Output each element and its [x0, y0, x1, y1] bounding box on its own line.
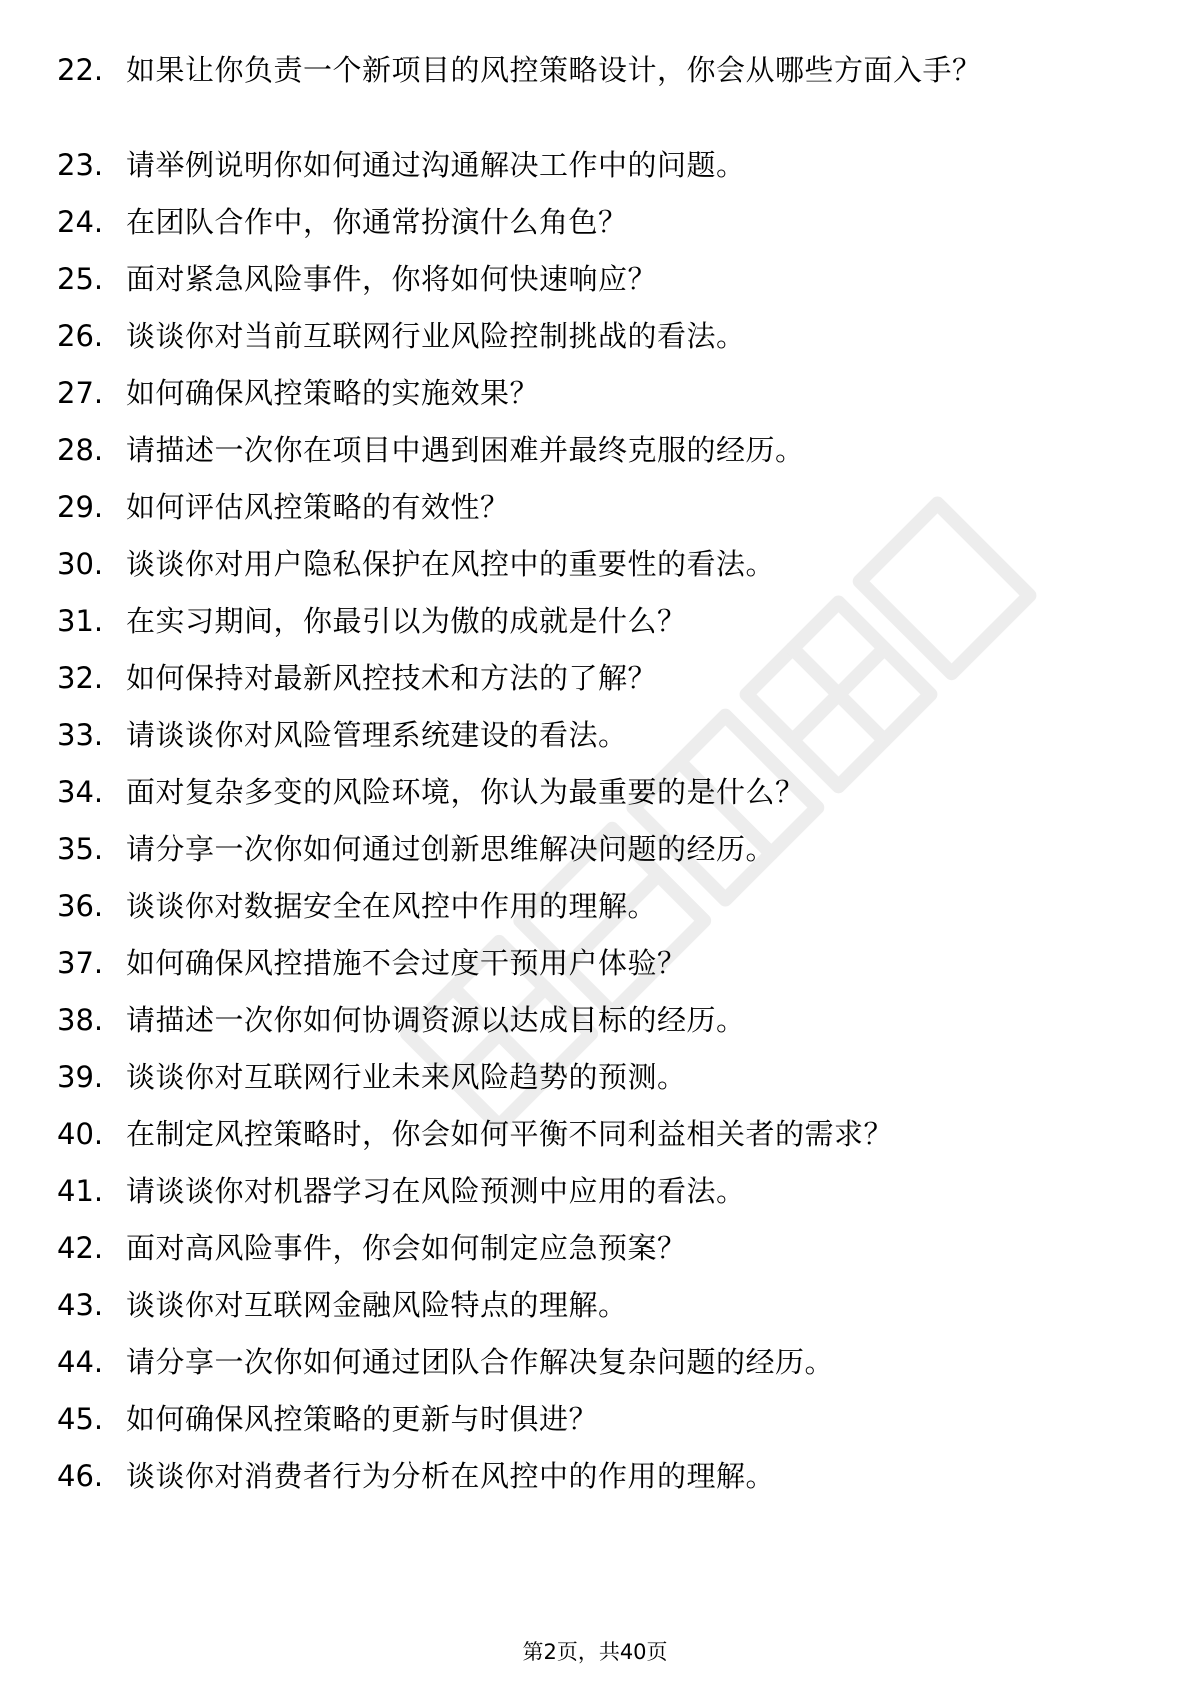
question-text: 面对复杂多变的风险环境，你认为最重要的是什么？ — [126, 775, 805, 809]
question-text: 如何确保风控措施不会过度干预用户体验？ — [126, 946, 687, 980]
question-number: 26. — [57, 319, 104, 353]
list-item — [0, 202, 1190, 262]
question-number: 40. — [57, 1117, 104, 1151]
question-number: 32. — [57, 661, 104, 695]
list-item — [0, 430, 1190, 490]
list-item — [0, 1000, 1190, 1060]
list-item — [0, 1171, 1190, 1231]
list-item — [0, 886, 1190, 946]
question-number: 37. — [57, 946, 104, 980]
question-text: 请分享一次你如何通过创新思维解决问题的经历。 — [126, 832, 776, 866]
list-item — [0, 259, 1190, 319]
question-text: 如果让你负责一个新项目的风控策略设计，你会从哪些方面入手？ — [126, 53, 982, 87]
question-text: 面对高风险事件，你会如何制定应急预案？ — [126, 1231, 687, 1265]
question-text: 如何确保风控策略的实施效果？ — [126, 376, 540, 410]
list-item — [0, 316, 1190, 376]
question-text: 谈谈你对互联网行业未来风险趋势的预测。 — [126, 1060, 687, 1094]
question-text: 请描述一次你在项目中遇到困难并最终克服的经历。 — [126, 433, 805, 467]
question-number: 39. — [57, 1060, 104, 1094]
question-text: 谈谈你对互联网金融风险特点的理解。 — [126, 1288, 628, 1322]
question-text: 请谈谈你对机器学习在风险预测中应用的看法。 — [126, 1174, 746, 1208]
question-number: 29. — [57, 490, 104, 524]
list-item — [0, 50, 1190, 110]
list-item — [0, 1114, 1190, 1174]
question-text: 面对紧急风险事件，你将如何快速响应？ — [126, 262, 658, 296]
question-text: 谈谈你对用户隐私保护在风控中的重要性的看法。 — [126, 547, 776, 581]
question-number: 42. — [57, 1231, 104, 1265]
question-number: 28. — [57, 433, 104, 467]
question-number: 31. — [57, 604, 104, 638]
question-number: 45. — [57, 1402, 104, 1436]
list-item — [0, 1057, 1190, 1117]
question-number: 38. — [57, 1003, 104, 1037]
question-number: 43. — [57, 1288, 104, 1322]
list-item — [0, 943, 1190, 1003]
question-number: 34. — [57, 775, 104, 809]
list-item — [0, 1285, 1190, 1345]
list-item — [0, 1228, 1190, 1288]
question-number: 30. — [57, 547, 104, 581]
question-text: 如何评估风控策略的有效性？ — [126, 490, 510, 524]
question-text: 请谈谈你对风险管理系统建设的看法。 — [126, 718, 628, 752]
list-item — [0, 601, 1190, 661]
question-text: 谈谈你对当前互联网行业风险控制挑战的看法。 — [126, 319, 746, 353]
question-text: 请描述一次你如何协调资源以达成目标的经历。 — [126, 1003, 746, 1037]
question-text: 请举例说明你如何通过沟通解决工作中的问题。 — [126, 148, 746, 182]
list-item — [0, 1399, 1190, 1459]
question-number: 46. — [57, 1459, 104, 1493]
question-text: 如何确保风控策略的更新与时俱进？ — [126, 1402, 599, 1436]
list-item — [0, 772, 1190, 832]
list-item — [0, 658, 1190, 718]
question-number: 36. — [57, 889, 104, 923]
question-number: 41. — [57, 1174, 104, 1208]
question-number: 35. — [57, 832, 104, 866]
list-item — [0, 373, 1190, 433]
list-item — [0, 829, 1190, 889]
question-text: 如何保持对最新风控技术和方法的了解？ — [126, 661, 658, 695]
question-text: 在团队合作中，你通常扮演什么角色？ — [126, 205, 628, 239]
question-text: 谈谈你对消费者行为分析在风控中的作用的理解。 — [126, 1459, 776, 1493]
question-number: 33. — [57, 718, 104, 752]
question-text: 在实习期间，你最引以为傲的成就是什么？ — [126, 604, 687, 638]
list-item — [0, 487, 1190, 547]
question-number: 27. — [57, 376, 104, 410]
question-text: 在制定风控策略时，你会如何平衡不同利益相关者的需求？ — [126, 1117, 894, 1151]
page-number-footer: 第2页，共40页 — [522, 1640, 668, 1664]
list-item — [0, 1456, 1190, 1516]
question-text: 请分享一次你如何通过团队合作解决复杂问题的经历。 — [126, 1345, 835, 1379]
list-item — [0, 145, 1190, 205]
question-number: 23. — [57, 148, 104, 182]
question-number: 25. — [57, 262, 104, 296]
question-text: 谈谈你对数据安全在风控中作用的理解。 — [126, 889, 658, 923]
list-item — [0, 544, 1190, 604]
list-item — [0, 1342, 1190, 1402]
question-number: 44. — [57, 1345, 104, 1379]
list-item — [0, 715, 1190, 775]
question-number: 24. — [57, 205, 104, 239]
question-number: 22. — [57, 53, 104, 87]
